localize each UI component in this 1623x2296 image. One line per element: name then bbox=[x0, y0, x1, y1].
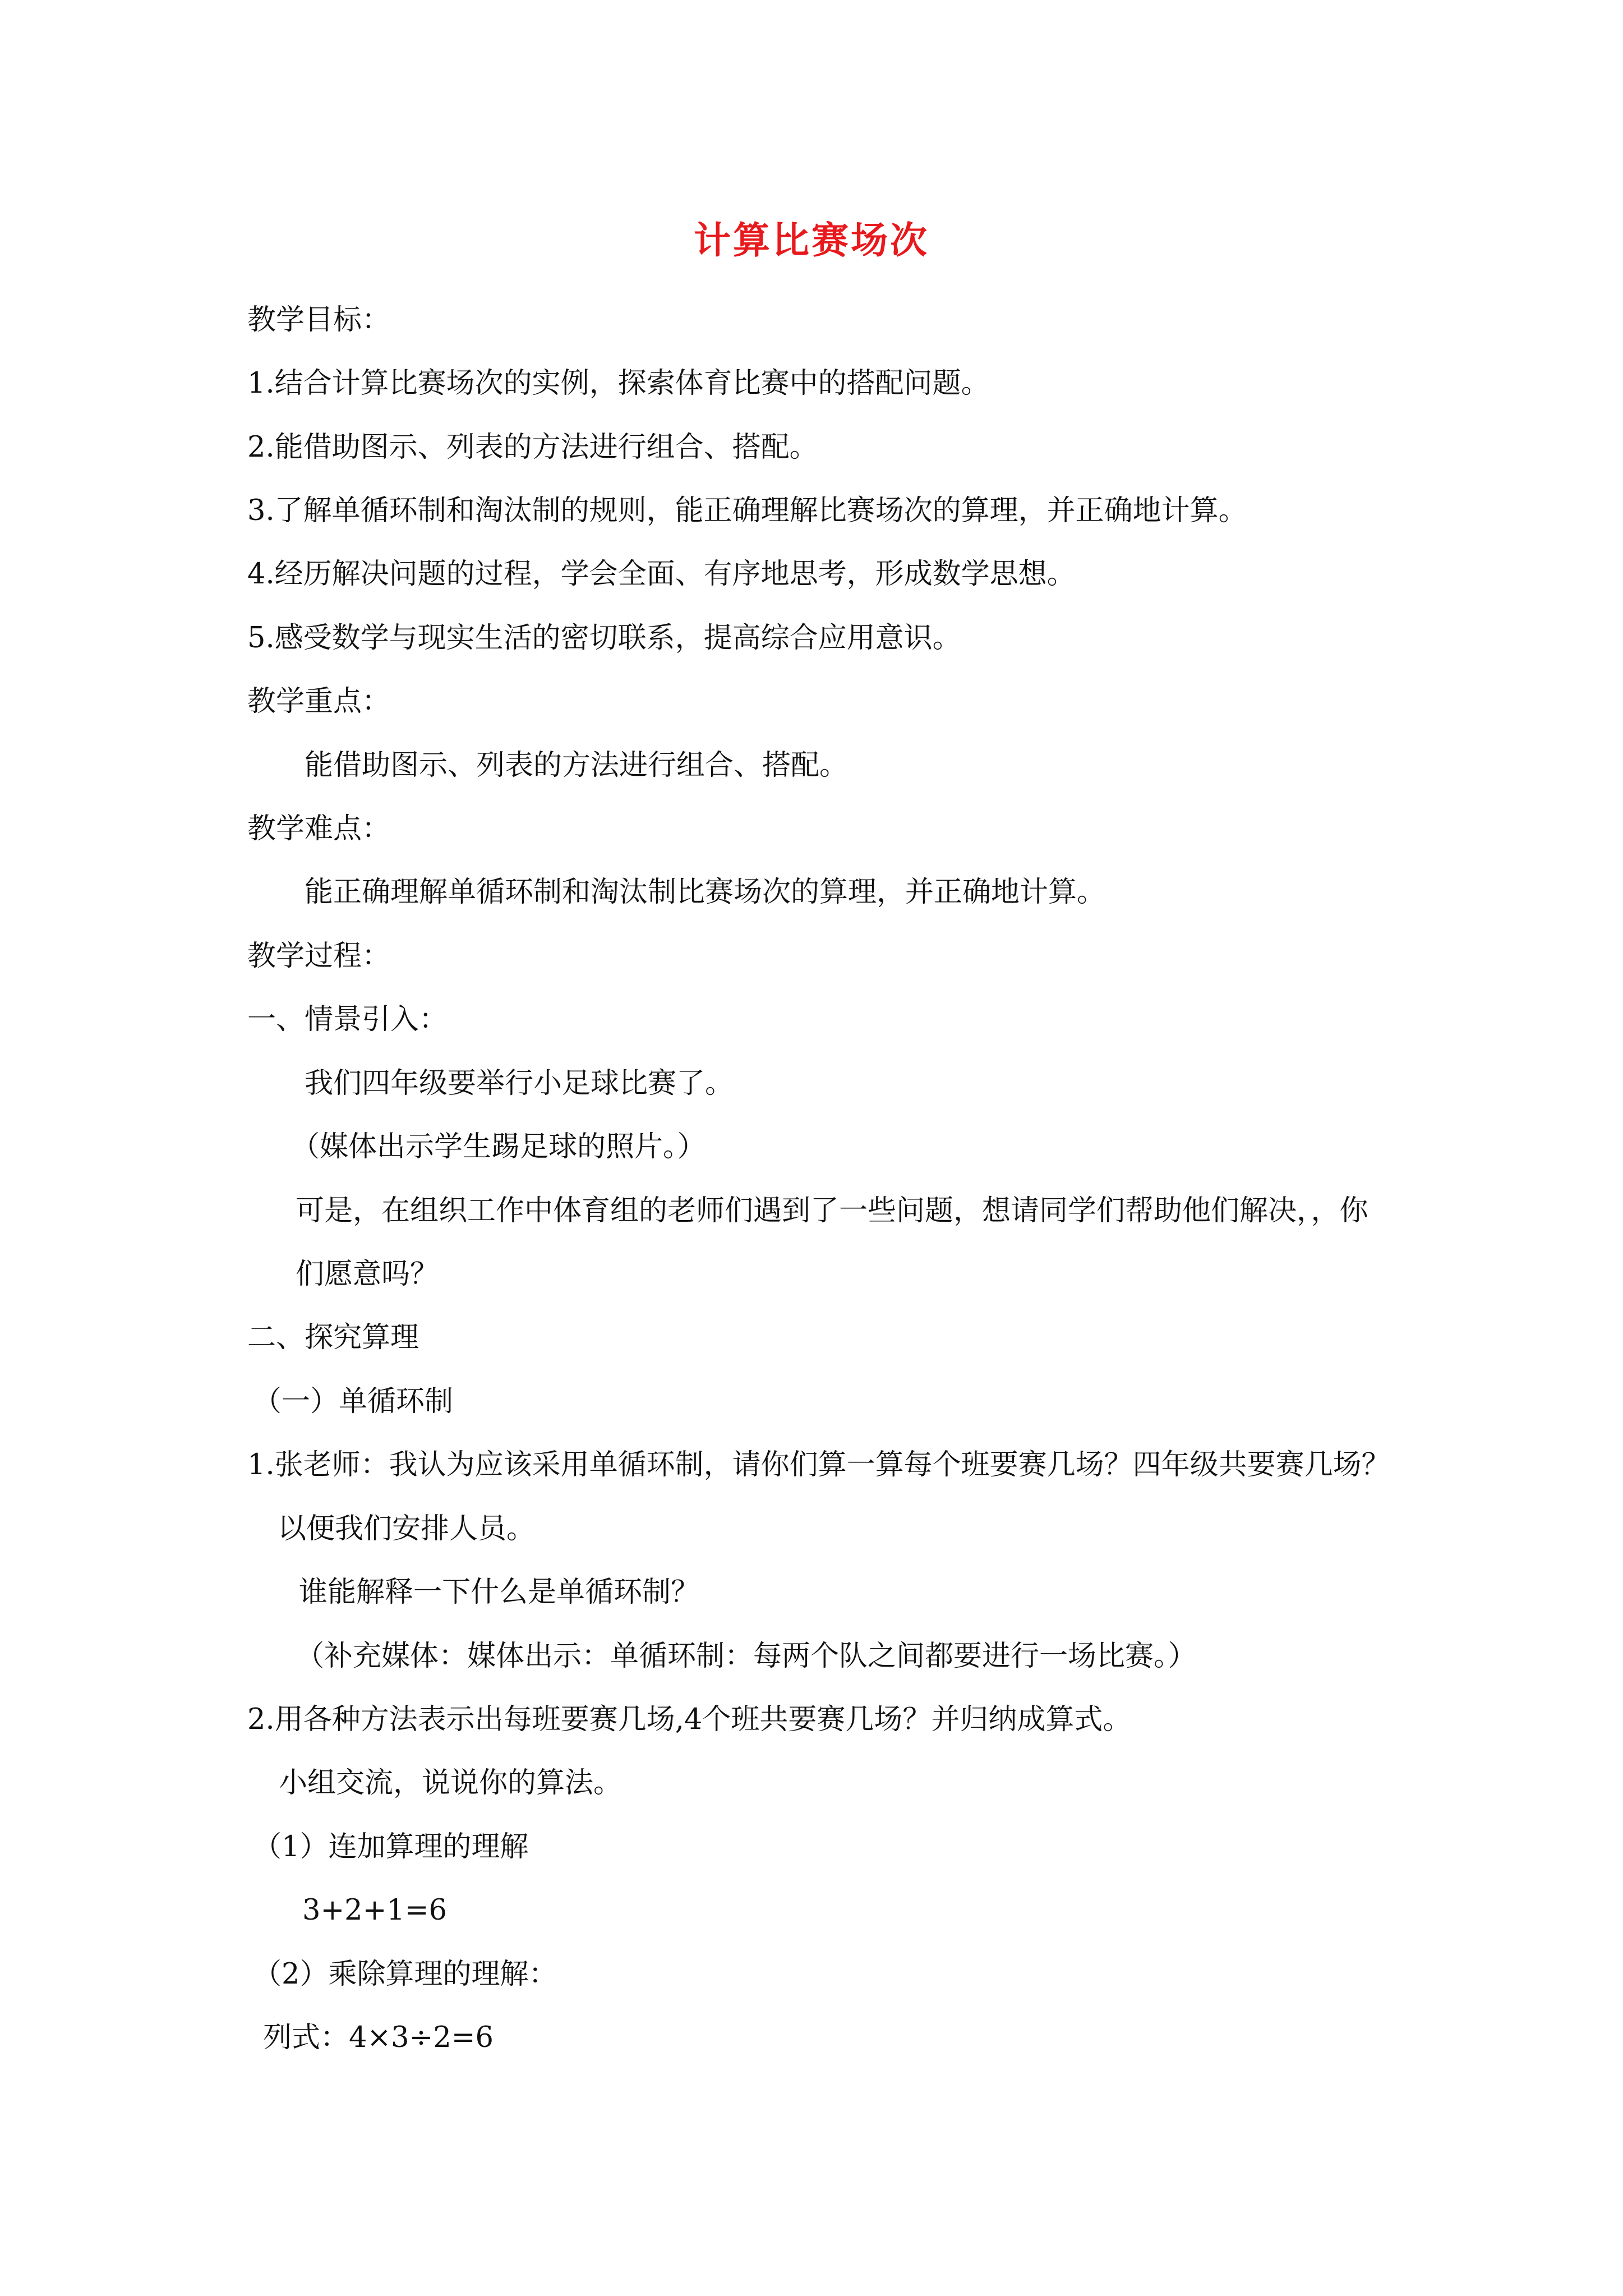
paragraph: 小组交流，说说你的算法。 bbox=[279, 1766, 623, 1800]
heading-key-points: 教学重点： bbox=[247, 685, 391, 718]
section-1-heading: 一、情景引入： bbox=[247, 1003, 448, 1036]
heading-teaching-process: 教学过程： bbox=[247, 940, 391, 973]
paragraph: 1.张老师：我认为应该采用单循环制，请你们算一算每个班要赛几场？四年级共要赛几场？ bbox=[247, 1448, 1390, 1481]
goal-item-4: 4.经历解决问题的过程，学会全面、有序地思考，形成数学思想。 bbox=[247, 558, 1076, 591]
goal-item-3: 3.了解单循环制和淘汰制的规则，能正确理解比赛场次的算理，并正确地计算。 bbox=[247, 494, 1247, 527]
document-title: 计算比赛场次 bbox=[694, 218, 929, 262]
paragraph: 可是，在组织工作中体育组的老师们遇到了一些问题，想请同学们帮助他们解决，，你 bbox=[296, 1194, 1368, 1227]
goal-item-1: 1.结合计算比赛场次的实例，探索体育比赛中的搭配问题。 bbox=[247, 367, 990, 400]
paragraph: 们愿意吗？ bbox=[296, 1258, 439, 1291]
paragraph: 2.用各种方法表示出每班要赛几场,4个班共要赛几场？并归纳成算式。 bbox=[247, 1703, 1132, 1736]
difficulty-text: 能正确理解单循环制和淘汰制比赛场次的算理，并正确地计算。 bbox=[305, 876, 1106, 909]
subsection-heading: （一）单循环制 bbox=[253, 1385, 454, 1418]
paragraph: （补充媒体：媒体出示：单循环制：每两个队之间都要进行一场比赛。） bbox=[296, 1640, 1197, 1673]
heading-teaching-goals: 教学目标： bbox=[247, 303, 391, 337]
paragraph: 我们四年级要举行小足球比赛了。 bbox=[305, 1067, 734, 1100]
section-2-heading: 二、探究算理 bbox=[247, 1321, 419, 1354]
list-item-heading: （1）连加算理的理解 bbox=[253, 1830, 529, 1864]
formula: 3+2+1=6 bbox=[302, 1894, 447, 1927]
goal-item-5: 5.感受数学与现实生活的密切联系，提高综合应用意识。 bbox=[247, 622, 961, 655]
heading-difficulties: 教学难点： bbox=[247, 812, 391, 845]
list-item-heading: （2）乘除算理的理解： bbox=[253, 1958, 557, 1991]
key-point-text: 能借助图示、列表的方法进行组合、搭配。 bbox=[305, 749, 849, 782]
paragraph: （媒体出示学生踢足球的照片。） bbox=[291, 1130, 706, 1163]
goal-item-2: 2.能借助图示、列表的方法进行组合、搭配。 bbox=[247, 431, 818, 464]
formula: 列式：4×3÷2=6 bbox=[263, 2021, 494, 2054]
paragraph: 以便我们安排人员。 bbox=[278, 1512, 536, 1545]
paragraph: 谁能解释一下什么是单循环制？ bbox=[299, 1576, 700, 1609]
